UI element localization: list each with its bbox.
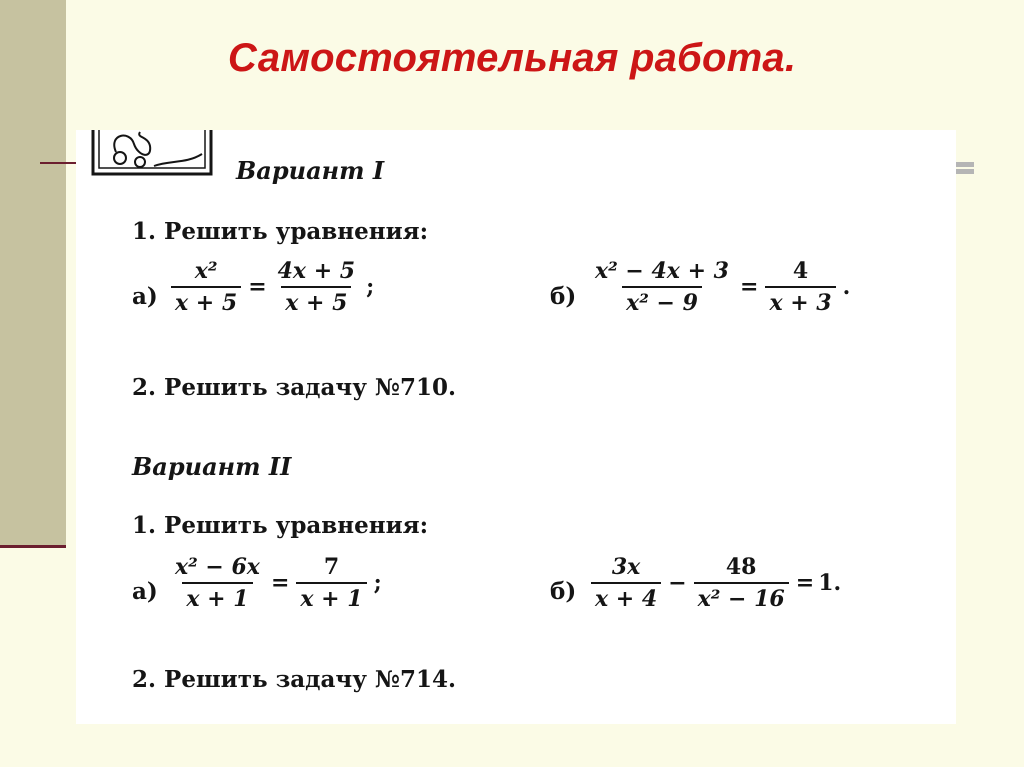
denominator: x² − 9 <box>622 286 702 316</box>
punctuation: ; <box>366 274 375 300</box>
equals-sign: = <box>270 570 290 596</box>
minus-sign: − <box>668 570 687 596</box>
numerator: x² − 4x + 3 <box>595 258 729 284</box>
numerator: 3x <box>611 554 641 580</box>
variant-1-eq-a <box>168 258 378 316</box>
variant-2-task-2: 2. Решить задачу №714. <box>132 666 456 693</box>
numerator: 48 <box>725 554 757 580</box>
scanned-page <box>76 130 956 724</box>
variant-2-heading: Вариант II <box>132 452 292 481</box>
denominator: x + 3 <box>765 286 835 316</box>
denominator: x + 5 <box>171 286 241 316</box>
variant-2-task-1: 1. Решить уравнения: <box>132 512 429 539</box>
side-bar <box>0 0 66 548</box>
denominator: x + 5 <box>281 286 351 316</box>
equals-sign: = <box>795 570 815 596</box>
fraction <box>694 554 789 612</box>
variant-1-eq-b <box>588 258 854 316</box>
denominator: x² − 16 <box>694 582 789 612</box>
punctuation: ; <box>373 570 382 596</box>
denominator: x + 1 <box>296 582 366 612</box>
slide-title: Самостоятельная работа. <box>227 36 797 80</box>
punctuation: . <box>833 570 842 596</box>
denominator: x + 1 <box>182 582 252 612</box>
punctuation: . <box>842 274 851 300</box>
fraction <box>171 258 241 316</box>
fraction <box>274 258 359 316</box>
title-rule-right <box>956 162 974 174</box>
side-rule <box>0 545 66 548</box>
fraction <box>591 554 661 612</box>
variant-2-eq-a <box>168 554 386 612</box>
variant-1-task-1: 1. Решить уравнения: <box>132 218 429 245</box>
variant-2-eq-b <box>588 554 841 612</box>
variant-2-eq-b-label: б) <box>550 578 577 605</box>
variant-1-eq-b-label: б) <box>550 283 577 310</box>
numerator: 4x + 5 <box>277 258 356 284</box>
variant-2-eq-a-label: а) <box>132 578 158 605</box>
numerator: 7 <box>323 554 340 580</box>
ornament-icon <box>90 130 214 178</box>
title-rule-left <box>40 162 76 164</box>
equals-sign: = <box>740 274 759 300</box>
numerator: 4 <box>792 258 809 284</box>
denominator: x + 4 <box>591 582 661 612</box>
fraction <box>171 554 264 612</box>
variant-1-heading: Вариант I <box>236 156 385 185</box>
right-hand-side: 1 <box>818 570 834 596</box>
fraction <box>296 554 366 612</box>
variant-1-task-2: 2. Решить задачу №710. <box>132 374 456 401</box>
variant-1-eq-a-label: а) <box>132 283 158 310</box>
fraction <box>591 258 733 316</box>
equals-sign: = <box>248 274 267 300</box>
numerator: x² − 6x <box>175 554 260 580</box>
fraction <box>765 258 835 316</box>
numerator: x² <box>194 258 218 284</box>
